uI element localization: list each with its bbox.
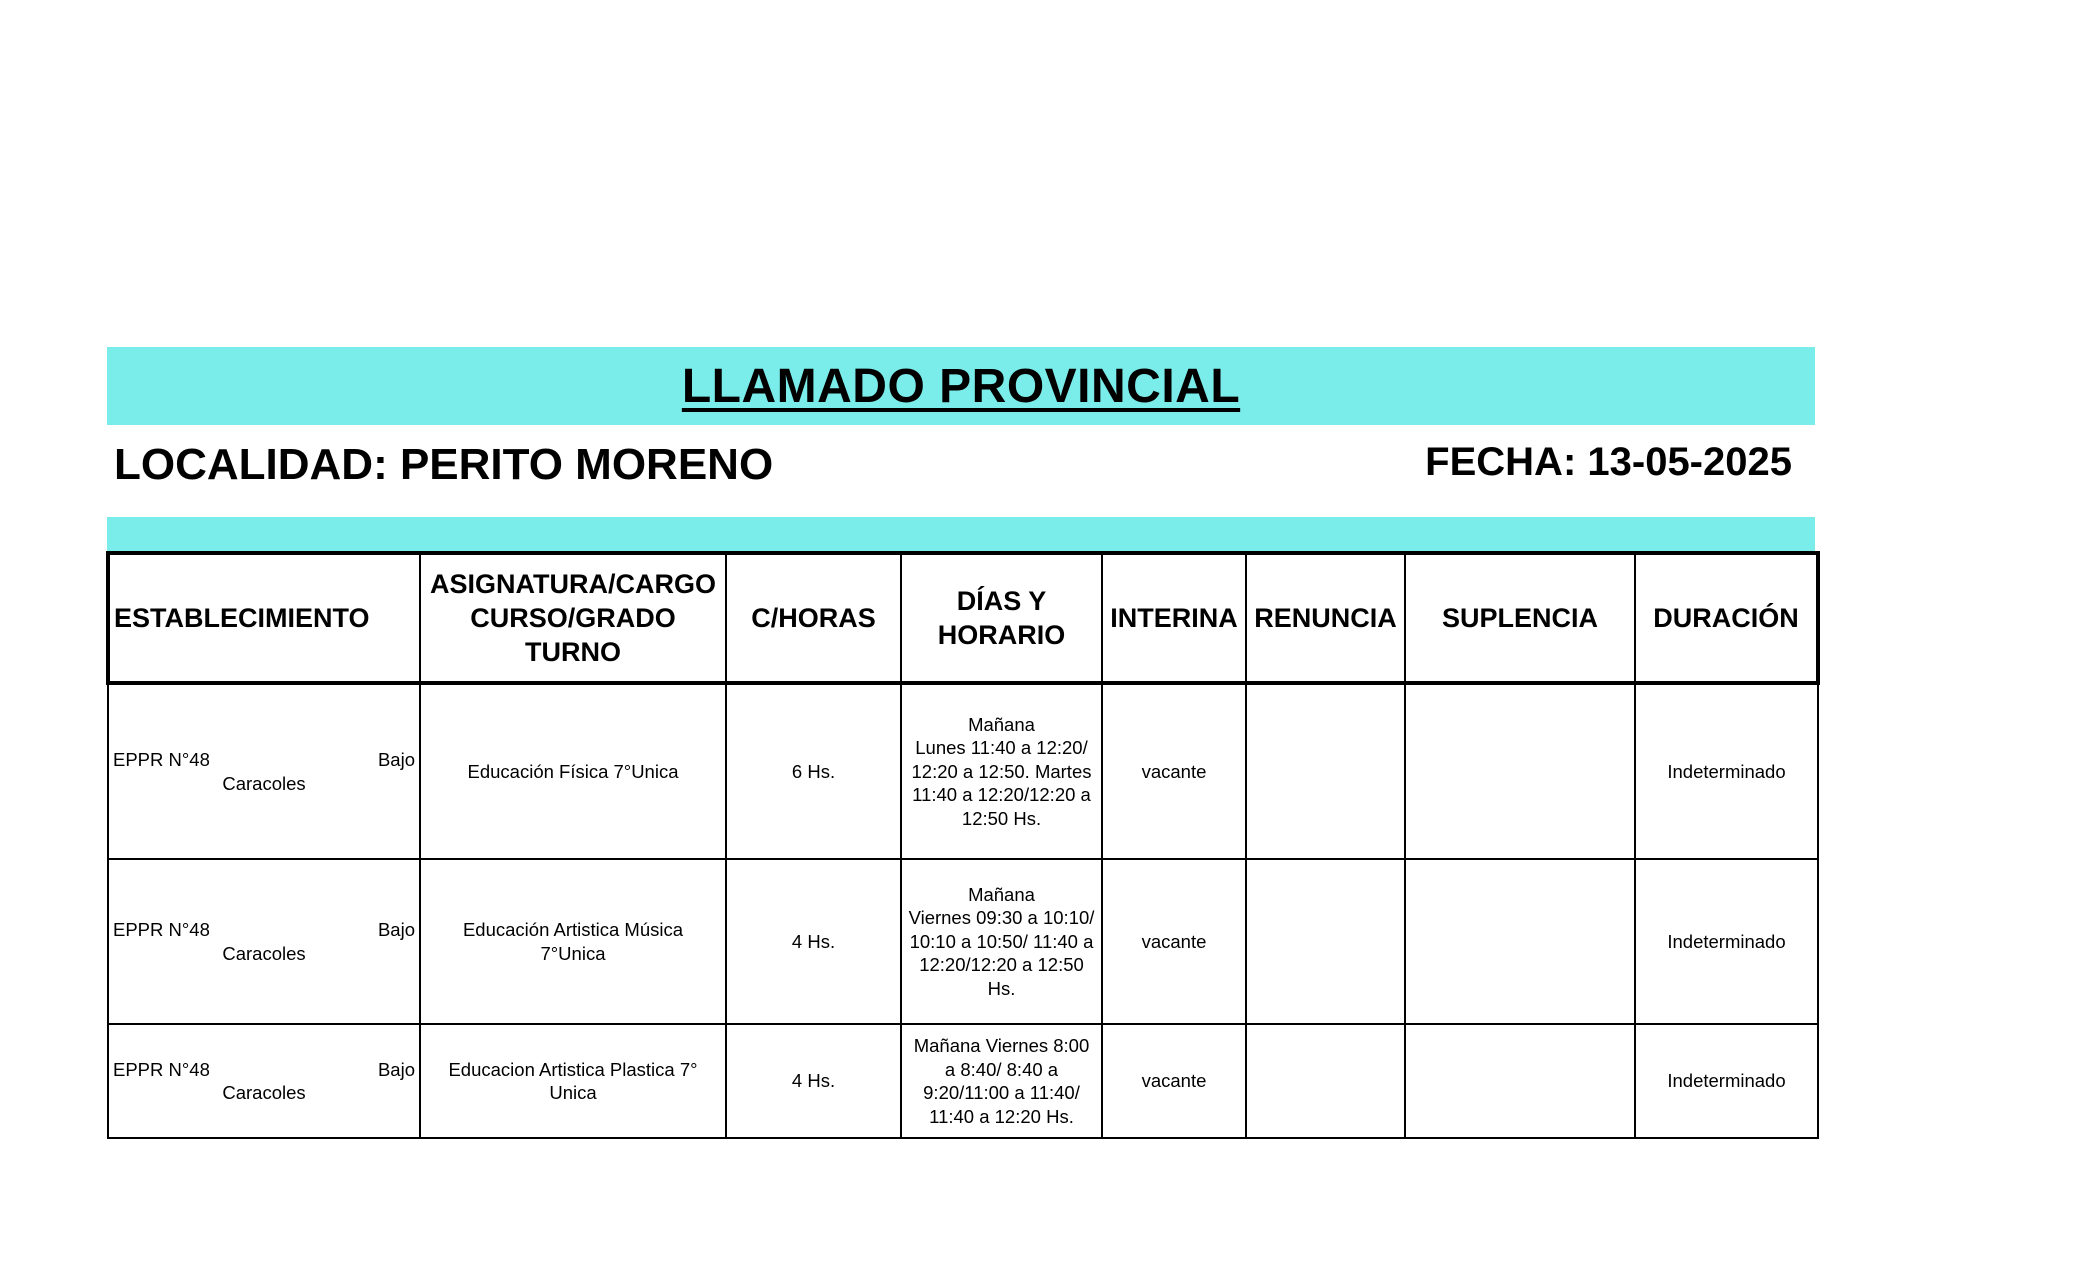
header-interina: INTERINA — [1102, 553, 1246, 683]
cell-establecimiento — [108, 683, 420, 859]
horario-line: a 8:40/ 8:40 a — [944, 1058, 1059, 1080]
horario-line: Hs. — [987, 977, 1016, 999]
school-name: EPPR N°48 — [113, 1058, 210, 1080]
header-renuncia: RENUNCIA — [1246, 553, 1405, 683]
asignatura-line: Unica — [549, 1082, 597, 1103]
cell-horas: 4 Hs. — [726, 859, 901, 1024]
page-title: LLAMADO PROVINCIAL — [681, 359, 1241, 413]
horario-line: Viernes 09:30 a 10:10/ — [908, 907, 1095, 929]
cell-renuncia — [1246, 683, 1405, 859]
header-asignatura-line2: CURSO/GRADO — [470, 603, 676, 633]
horario-line: 12:20 a 12:50. Martes — [911, 760, 1092, 782]
horario-line: 10:10 a 10:50/ 11:40 a — [909, 930, 1094, 952]
school-place-cont: Caracoles — [222, 1082, 306, 1103]
cell-interina: vacante — [1102, 1024, 1246, 1138]
cell-renuncia — [1246, 859, 1405, 1024]
cell-suplencia — [1405, 1024, 1635, 1138]
school-place: Bajo — [377, 919, 415, 940]
cell-horas: 4 Hs. — [726, 1024, 901, 1138]
cell-duracion: Indeterminado — [1635, 683, 1818, 859]
header-asignatura-line1: ASIGNATURA/CARGO — [430, 569, 716, 599]
header-horas: C/HORAS — [726, 553, 901, 683]
table-row — [108, 859, 1818, 1024]
cell-horario — [901, 1024, 1102, 1138]
header-duracion: DURACIÓN — [1635, 553, 1818, 683]
title-band — [107, 347, 1815, 425]
horario-line: Mañana — [968, 883, 1035, 905]
cell-suplencia — [1405, 683, 1635, 859]
cell-asignatura — [420, 859, 726, 1024]
school-name: EPPR N°48 — [113, 919, 210, 940]
cell-interina: vacante — [1102, 683, 1246, 859]
school-place: Bajo — [377, 1058, 415, 1080]
cell-establecimiento — [108, 859, 420, 1024]
positions-table — [106, 551, 1820, 1139]
asignatura-line: Educacion Artistica Plastica 7° — [448, 1058, 698, 1080]
header-dias-line2: HORARIO — [937, 620, 1066, 650]
separator-band — [107, 517, 1815, 551]
horario-line: Mañana — [968, 713, 1035, 735]
cell-establecimiento — [108, 1024, 420, 1138]
horario-line: Mañana Viernes 8:00 — [913, 1035, 1090, 1056]
cell-duracion: Indeterminado — [1635, 1024, 1818, 1138]
cell-duracion: Indeterminado — [1635, 859, 1818, 1024]
cell-asignatura: Educación Física 7°Unica — [420, 683, 726, 859]
header-dias-line1: DÍAS Y — [956, 586, 1047, 616]
header-establecimiento: ESTABLECIMIENTO — [108, 553, 420, 683]
horario-line: 12:50 Hs. — [961, 807, 1042, 829]
horario-line: 12:20/12:20 a 12:50 — [919, 954, 1084, 976]
header-asignatura-line3: TURNO — [525, 637, 621, 667]
cell-horas: 6 Hs. — [726, 683, 901, 859]
header-dias-horario — [901, 553, 1102, 683]
horario-line: 11:40 a 12:20/12:20 a — [912, 784, 1091, 806]
asignatura-line: Educación Artistica Música — [462, 919, 684, 940]
horario-line: 11:40 a 12:20 Hs. — [929, 1105, 1074, 1127]
cell-suplencia — [1405, 859, 1635, 1024]
cell-renuncia — [1246, 1024, 1405, 1138]
school-name: EPPR N°48 — [113, 749, 210, 770]
asignatura-line: 7°Unica — [540, 942, 606, 964]
cell-asignatura — [420, 1024, 726, 1138]
cell-interina: vacante — [1102, 859, 1246, 1024]
school-place-cont: Caracoles — [222, 942, 306, 964]
table-row — [108, 683, 1818, 859]
header-suplencia: SUPLENCIA — [1405, 553, 1635, 683]
school-place: Bajo — [377, 749, 415, 770]
school-place-cont: Caracoles — [222, 772, 306, 794]
cell-horario — [901, 683, 1102, 859]
table-row — [108, 1024, 1818, 1138]
cell-horario — [901, 859, 1102, 1024]
header-asignatura — [420, 553, 726, 683]
table-header-row — [108, 553, 1818, 683]
horario-line: 9:20/11:00 a 11:40/ — [923, 1082, 1080, 1103]
horario-line: Lunes 11:40 a 12:20/ — [915, 737, 1088, 759]
date-label: FECHA: 13-05-2025 — [1425, 440, 1792, 484]
locality-label: LOCALIDAD: PERITO MORENO — [114, 440, 774, 489]
